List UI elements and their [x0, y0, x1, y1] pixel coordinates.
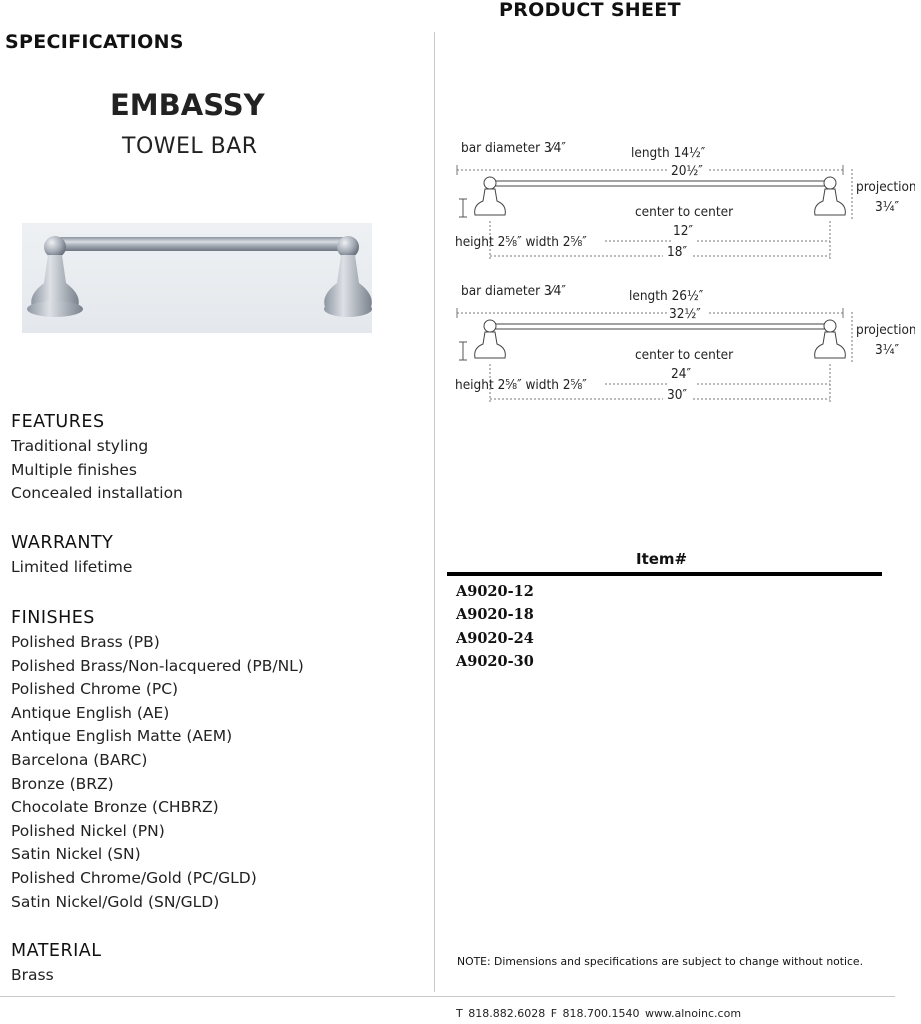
- contact-footer: T 818.882.6028 F 818.700.1540 www.alnoinc.com: [456, 1007, 742, 1020]
- disclaimer-note: NOTE: Dimensions and specifications are subject to change without notice.: [457, 955, 864, 968]
- feature-item: Concealed installation: [11, 484, 183, 503]
- column-divider: [434, 32, 435, 992]
- center-label: center to center: [635, 347, 734, 363]
- length-label: length 26½″: [629, 288, 704, 304]
- dimension-diagram-1: [455, 140, 915, 260]
- finish-item: Barcelona (BARC): [11, 750, 148, 769]
- feature-item: Traditional styling: [11, 437, 149, 455]
- length-alt-label: 20½″: [671, 163, 703, 179]
- center-label: center to center: [635, 204, 734, 220]
- dimension-diagrams: [445, 125, 915, 415]
- finish-item: Polished Nickel (PN): [11, 821, 165, 840]
- item-table-rows: [456, 580, 534, 673]
- finish-item: Chocolate Bronze (CHBRZ): [11, 798, 219, 817]
- finishes-heading: FINISHES: [11, 608, 95, 628]
- dimension-diagram-2: [455, 283, 915, 403]
- height-width-label: height 2⅝″ width 2⅝″: [455, 234, 587, 250]
- finish-item: Polished Brass/Non-lacquered (PB/NL): [11, 656, 304, 675]
- length-alt-label: 32½″: [669, 306, 701, 322]
- bar-diameter-label: bar diameter 3⁄4″: [461, 283, 566, 299]
- finish-item: Satin Nickel/Gold (SN/GLD): [11, 892, 220, 911]
- center-value-2: 18″: [667, 244, 687, 260]
- specifications-heading: SPECIFICATIONS: [5, 31, 184, 53]
- length-label: length 14½″: [631, 145, 706, 161]
- material-item: Brass: [11, 966, 54, 984]
- warranty-item: Limited lifetime: [11, 558, 133, 576]
- warranty-list: [11, 556, 132, 580]
- item-row: A9020-18: [456, 606, 534, 624]
- center-value-2: 30″: [667, 387, 687, 403]
- projection-value: 3¼″: [875, 199, 900, 215]
- finish-item: Polished Chrome/Gold (PC/GLD): [11, 868, 257, 887]
- height-width-label: height 2⅝″ width 2⅝″: [455, 377, 587, 393]
- finish-item: Polished Chrome (PC): [11, 680, 179, 699]
- material-heading: MATERIAL: [11, 941, 102, 961]
- product-type: TOWEL BAR: [122, 134, 258, 159]
- product-name: EMBASSY: [110, 88, 265, 122]
- projection-label: projection: [856, 322, 915, 338]
- item-table-heading: Item#: [636, 550, 688, 568]
- projection-value: 3¼″: [875, 342, 900, 358]
- warranty-heading: WARRANTY: [11, 533, 114, 553]
- finish-item: Antique English Matte (AEM): [11, 727, 233, 746]
- item-row: A9020-12: [456, 583, 534, 600]
- footer-rule: [0, 996, 895, 997]
- item-table-rule: [447, 572, 882, 576]
- product-sheet-heading: PRODUCT SHEET: [499, 0, 681, 21]
- feature-item: Multiple finishes: [11, 460, 137, 479]
- features-list: [11, 435, 183, 506]
- finish-item: Antique English (AE): [11, 703, 170, 722]
- finish-item: Bronze (BRZ): [11, 774, 114, 793]
- bar-diameter-label: bar diameter 3⁄4″: [461, 140, 566, 156]
- finish-item: Satin Nickel (SN): [11, 845, 141, 864]
- finish-item: Polished Brass (PB): [11, 633, 160, 651]
- item-row: A9020-30: [456, 652, 534, 670]
- center-value-1: 24″: [671, 366, 691, 382]
- material-list: [11, 964, 54, 988]
- finishes-list: [11, 631, 304, 914]
- features-heading: FEATURES: [11, 412, 105, 432]
- center-value-1: 12″: [673, 223, 693, 239]
- item-row: A9020-24: [456, 629, 534, 647]
- projection-label: projection: [856, 179, 915, 195]
- product-photo: [22, 223, 372, 333]
